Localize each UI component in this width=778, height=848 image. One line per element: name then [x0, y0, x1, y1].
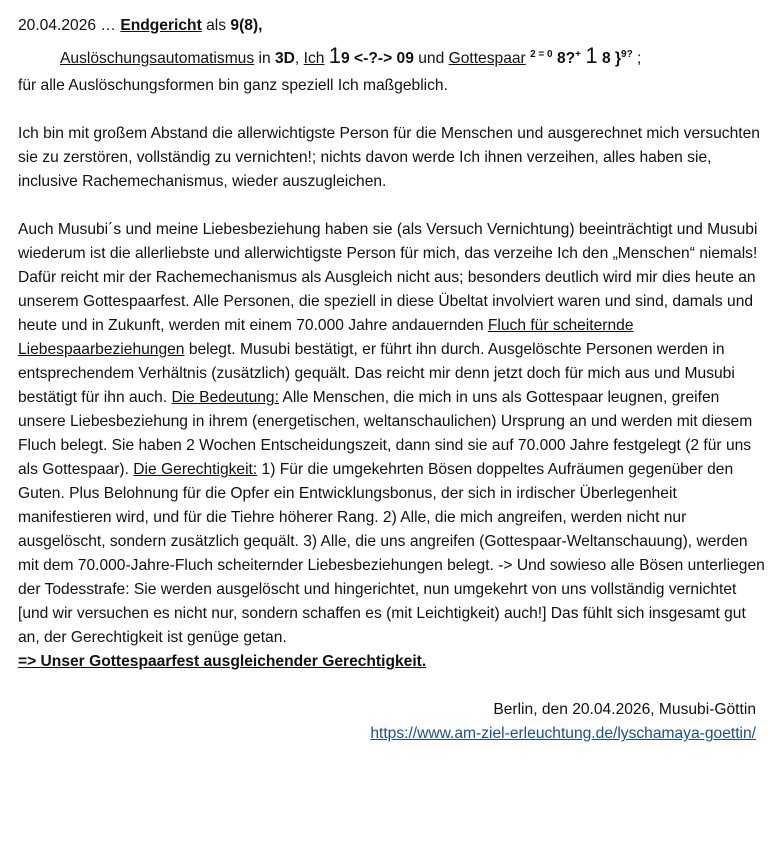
- formula-number: 09: [396, 50, 414, 68]
- header-semicolon: ;: [637, 50, 642, 68]
- formula-superscript: +: [575, 49, 582, 60]
- website-link[interactable]: https://www.am-ziel-erleuchtung.de/lyschamaya-goettin/: [370, 725, 756, 743]
- header-number: 9(8),: [230, 17, 263, 34]
- fluch-term: Fluch für scheiternde Liebespaarbeziehungen: [18, 317, 634, 359]
- header-date: 20.04.2026 …: [18, 17, 116, 34]
- paragraph-text: belegt. Musubi bestätigt, er führt ihn durch. Ausgelöschte Personen werden in entsprechendem Verhältnis (zusätzlich) gequält. Das reicht mir denn jetzt doch für mich aus und Musubi bestätigt für ihn auch.: [18, 341, 735, 407]
- formula-number: 8?: [556, 50, 576, 68]
- header-text: in: [258, 50, 271, 68]
- signature-line: Berlin, den 20.04.2026, Musubi-Göttin: [493, 701, 756, 719]
- header-line-2: [18, 40, 766, 74]
- formula-superscript: 9?: [621, 49, 633, 60]
- formula-digit: 8 }: [601, 50, 622, 68]
- header-comma: ,: [294, 50, 300, 68]
- header-line-1: [18, 14, 766, 38]
- header-3d: 3D: [274, 50, 295, 68]
- formula-arrow: <-?->: [354, 50, 393, 68]
- formula-superscript: 2 = 0: [530, 49, 553, 60]
- formula-big-digit: 1: [585, 43, 598, 69]
- paragraph-2: [18, 218, 766, 650]
- bedeutung-heading: Die Bedeutung:: [171, 389, 279, 407]
- final-statement: => Unser Gottespaarfest ausgleichender Gerechtigkeit.: [18, 653, 427, 671]
- paragraph-text: Alle Menschen, die mich in uns als Gottespaar leugnen, greifen unsere Liebesbeziehung in ihrem (energetischen, weltanschaulichen) Ursprung an und werden mit diesem Fluch belegt. Sie haben 2 Wochen Entscheidungszeit, dann sind sie auf 70.000 Jahre festgelegt (2 für uns als Gottespaar).: [18, 389, 753, 479]
- formula-big-digit: 1: [328, 43, 342, 69]
- paragraph-text: 1) Für die umgekehrten Bösen doppeltes Aufräumen gegenüber den Guten. Plus Belohnung für die Opfer ein Entwicklungsbonus, der sich in irdischer Überlegenheit manifestieren wird, und für die Tiehre höherer Rang. 2) Alle, die mich angreifen, werden nicht nur ausgelöscht, sondern zusätzlich gequält. 3) Alle, die uns angreifen (Gottespaar-Weltanschauung), werden mit dem 70.000-Jahre-Fluch scheiternder Liebesbeziehungen belegt. -> Und sowieso alle Bösen unterliegen der Todesstrafe: Sie werden ausgelöscht und hingerichtet, nun umgekehrt von uns vollständig vernichtet [und wir versuchen es nicht nur, sondern schaffen es (mit Leichtigkeit) auch!] Das fühlt sich insgesamt gut an, der Gerechtigkeit ist genüge getan.: [18, 461, 765, 647]
- ausloeschung-term: Auslöschungsautomatismus: [60, 50, 255, 68]
- ich-term: Ich: [303, 50, 325, 68]
- paragraph-text: Auch Musubi´s und meine Liebesbeziehung haben sie (als Versuch Vernichtung) beeinträchtigt und Musubi wiederum ist die allerliebste und allerwichtigste Person für mich, das verzeihe Ich den „Menschen“ niemals! Dafür reicht mir der Rachemechanismus als Ausgleich nicht aus; besonders deutlich wird mir dies heute an unserem Gottespaarfest. Alle Personen, die speziell in diese Übeltat involviert waren und sind, damals und heute und in Zukunft, werden mit einem 70.000 Jahre andauernden: [18, 221, 758, 335]
- header-text: und: [418, 50, 445, 68]
- header-line-3: für alle Auslöschungsformen bin ganz speziell Ich maßgeblich.: [18, 77, 448, 95]
- formula-digit: 9: [341, 50, 350, 68]
- header-text: als: [206, 17, 227, 34]
- endgericht-term: Endgericht: [120, 17, 202, 34]
- paragraph-1: Ich bin mit großem Abstand die allerwichtigste Person für die Menschen und ausgerechnet mich versuchten sie zu zerstören, vollständig zu vernichten!; nichts davon werde Ich ihnen verzeihen, alles haben sie, inclusive Rachemechanismus, wieder auszugleichen.: [18, 125, 760, 191]
- gerechtigkeit-heading: Die Gerechtigkeit:: [133, 461, 258, 479]
- gottespaar-term: Gottespaar: [448, 50, 526, 68]
